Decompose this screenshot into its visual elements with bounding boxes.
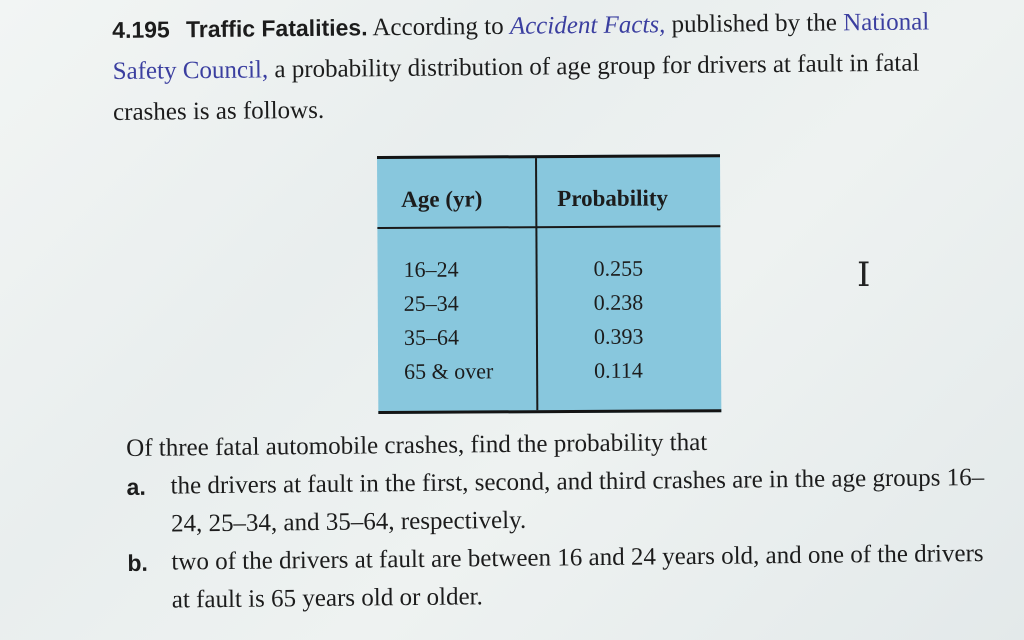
probability-table [377, 154, 721, 414]
table-cell-probability: 0.114 [594, 357, 643, 383]
table-cell-age: 16–24 [403, 256, 459, 282]
intro-text-1: According to [372, 12, 504, 42]
header-rule [377, 225, 720, 229]
item-text: the drivers at fault in the first, second, and third crashes are in the age groups 16–24, 25–34, and 35–64, respectively. [170, 464, 985, 538]
problem-statement [112, 1, 993, 133]
council-name: National Safety Council, [112, 8, 930, 85]
intro-text-2: published by the [671, 9, 838, 39]
item-letter: b. [127, 549, 148, 576]
question-block [126, 421, 1008, 620]
source-title: Accident Facts, [509, 11, 666, 40]
table-cell-probability: 0.255 [593, 255, 644, 281]
table-cell-probability: 0.238 [593, 289, 644, 315]
table-cell-age: 35–64 [403, 324, 460, 350]
text-cursor-icon: I [857, 255, 871, 295]
intro-text-3: a probability distribution of age group for drivers at fault in fatal crashes is as follows. [112, 49, 920, 126]
problem-title: Traffic Fatalities. [185, 14, 368, 43]
header-age: Age (yr) [401, 186, 483, 212]
header-probability: Probability [557, 185, 669, 212]
item-text: two of the drivers at fault are between 16 and 24 years old, and one of the drivers at fault is 65 years old or older. [171, 540, 984, 614]
table-cell-probability: 0.393 [593, 323, 644, 349]
question-lead: Of three fatal automobile crashes, find the probability that [126, 428, 708, 462]
table-cell-age: 25–34 [403, 290, 459, 316]
table-cell-age: 65 & over [404, 358, 494, 384]
problem-number: 4.195 [112, 16, 170, 43]
column-divider [535, 158, 538, 410]
question-item-b [127, 535, 1008, 620]
question-item-a [126, 459, 1007, 544]
item-letter: a. [126, 473, 146, 500]
